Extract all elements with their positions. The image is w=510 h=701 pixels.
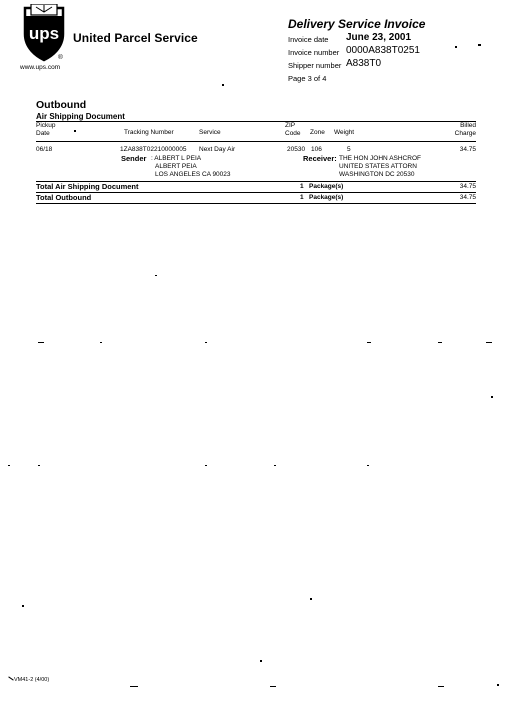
columns-rule (36, 141, 476, 142)
total-count: 1 (300, 183, 304, 190)
col-tracking-number: Tracking Number (124, 129, 174, 136)
total-count: 1 (300, 194, 304, 201)
logo-text: ups (28, 24, 60, 43)
scan-speck (478, 44, 481, 46)
page-indicator: Page 3 of 4 (288, 74, 327, 83)
scan-speck (38, 465, 40, 466)
shipper-number-label: Shipper number (288, 61, 342, 70)
header-rule (36, 121, 476, 122)
sender-line: LOS ANGELES CA 90023 (155, 171, 231, 178)
sender-line: : ALBERT L PEIA (151, 155, 202, 162)
scan-speck (100, 342, 102, 343)
scan-speck (260, 660, 262, 662)
scan-speck (38, 342, 44, 343)
invoice-date: June 23, 2001 (346, 32, 412, 43)
invoice-title: Delivery Service Invoice (288, 17, 426, 31)
scan-speck (310, 598, 312, 600)
receiver-line: THE HON JOHN ASHCROF (339, 155, 421, 162)
receiver-label: Receiver: (303, 154, 337, 163)
scan-speck (155, 275, 157, 276)
shipment-tracking-number: 1ZA838T02210000005 (120, 146, 187, 153)
receiver-line: WASHINGTON DC 20530 (339, 171, 415, 178)
total-amount: 34.75 (459, 183, 476, 190)
form-code: VM41-2 (4/00) (14, 677, 50, 683)
col-zip-code: ZIP Code (285, 122, 301, 137)
scan-speck (486, 342, 492, 343)
totals-rule (36, 192, 476, 193)
totals-rule (36, 203, 476, 204)
scan-speck (367, 342, 371, 343)
col-pickup-date: Pickup Date (36, 122, 56, 137)
scan-speck (130, 686, 138, 687)
scan-speck (274, 465, 276, 466)
scan-speck (8, 676, 13, 680)
sender-label: Sender (121, 154, 147, 163)
scan-speck (491, 396, 493, 398)
website-url: www.ups.com (20, 64, 61, 71)
scan-speck (205, 465, 207, 466)
total-label: Total Air Shipping Document (36, 182, 139, 191)
invoice-date-label: Invoice date (288, 35, 329, 44)
shipper-number: A838T0 (346, 58, 382, 69)
receiver-line: UNITED STATES ATTORN (339, 163, 417, 170)
scan-speck (74, 130, 76, 132)
shipment-pickup-date: 06/18 (36, 146, 53, 153)
shipment-charge: 34.75 (459, 146, 476, 153)
invoice-number: 0000A838T0251 (346, 45, 420, 56)
total-unit: Package(s) (309, 194, 344, 201)
total-unit: Package(s) (309, 183, 344, 190)
scan-speck (367, 465, 369, 466)
company-name: United Parcel Service (73, 31, 198, 45)
scan-speck (222, 84, 224, 86)
section-subtitle: Air Shipping Document (36, 112, 125, 121)
shipment-weight: 5 (347, 146, 351, 153)
scan-speck (455, 46, 457, 48)
section-title: Outbound (36, 99, 87, 111)
scan-speck (438, 342, 442, 343)
shipment-zone: 106 (311, 146, 322, 153)
scan-speck (22, 605, 24, 607)
col-weight: Weight (334, 129, 355, 136)
shipment-zip: 20530 (287, 146, 306, 153)
scan-speck (205, 342, 207, 343)
scan-speck (438, 686, 444, 687)
total-label: Total Outbound (36, 193, 92, 202)
scan-speck (8, 465, 10, 466)
col-service: Service (199, 129, 221, 136)
total-amount: 34.75 (459, 194, 476, 201)
invoice-number-label: Invoice number (288, 48, 340, 57)
scan-speck (270, 686, 276, 687)
col-zone: Zone (310, 129, 325, 136)
registered-mark: ® (58, 54, 63, 61)
col-billed-charge: Billed Charge (454, 122, 476, 137)
sender-line: ALBERT PEIA (155, 163, 197, 170)
scan-speck (497, 684, 499, 686)
shipment-service: Next Day Air (199, 146, 236, 153)
